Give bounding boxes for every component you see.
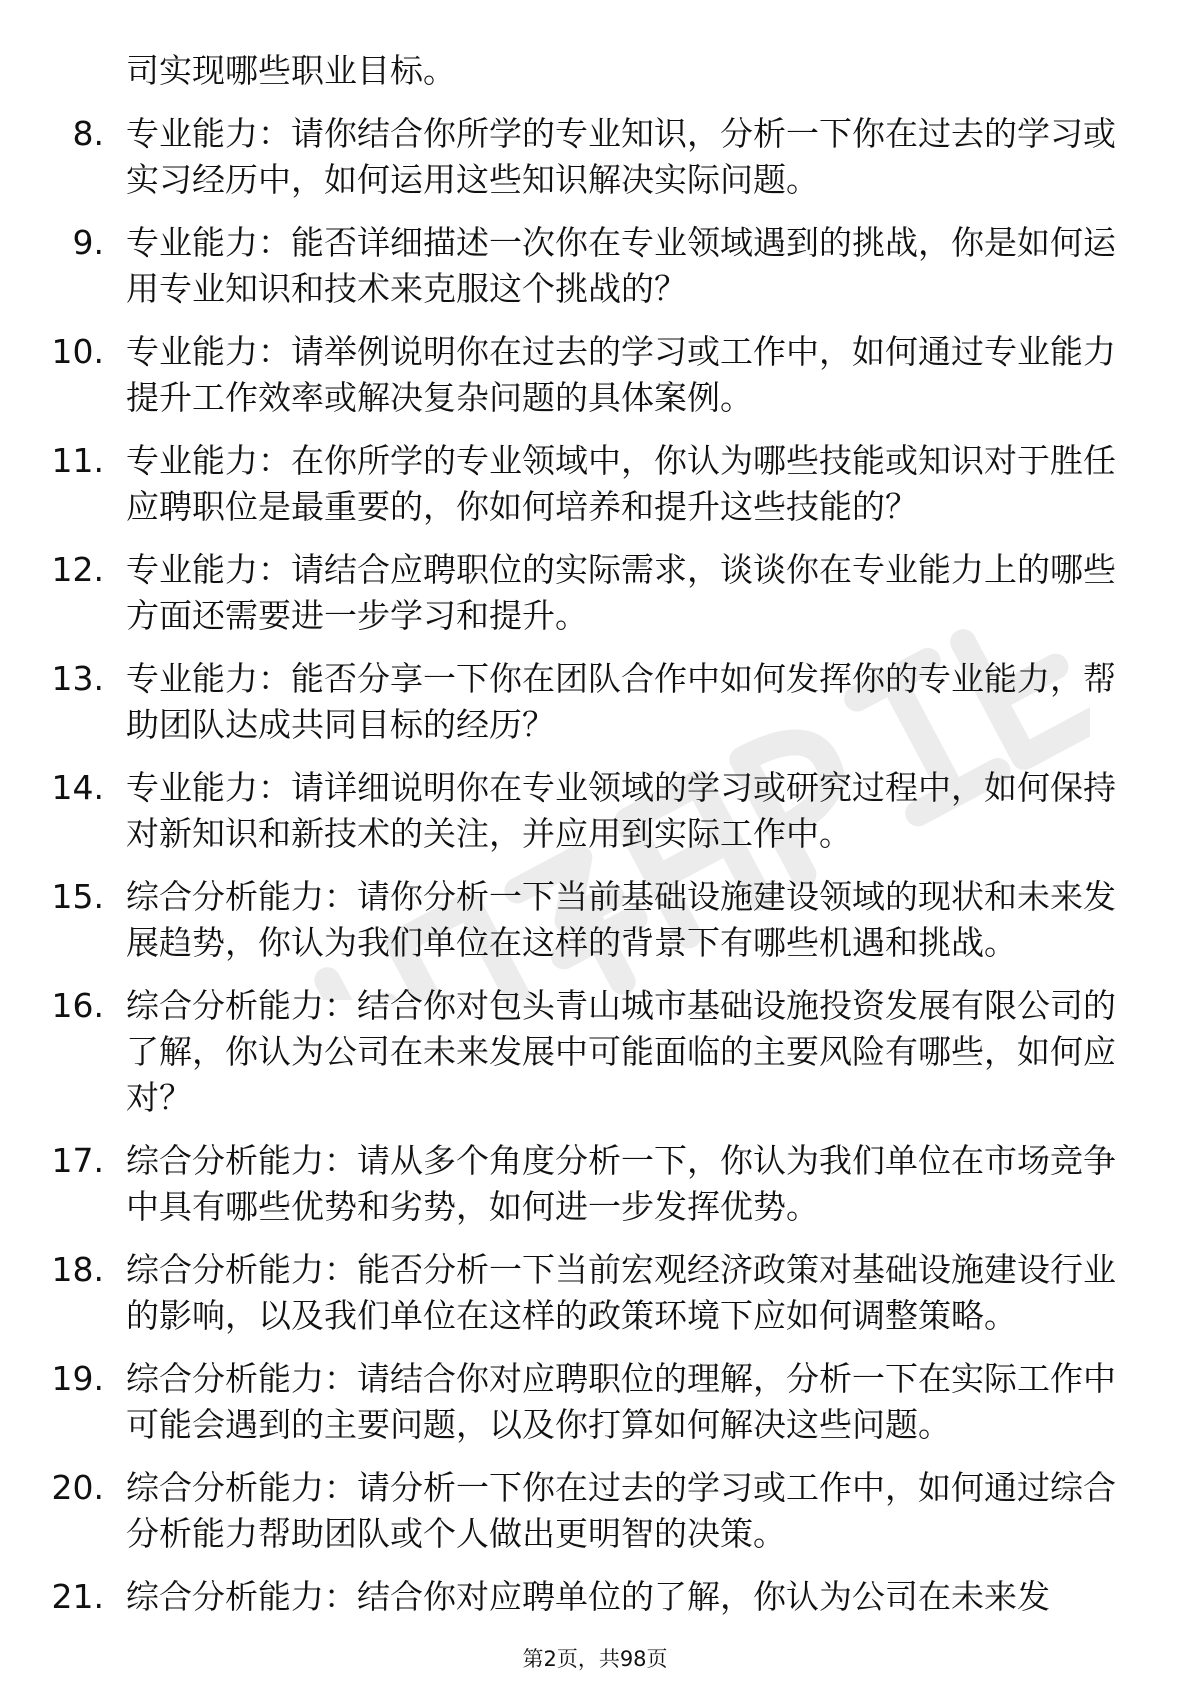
question-number: 13. — [51, 659, 104, 698]
question-text: 综合分析能力：请你分析一下当前基础设施建设领域的现状和未来发展趋势，你认为我们单位在这样的背景下有哪些机遇和挑战。 — [126, 877, 1116, 962]
list-item — [0, 220, 1116, 312]
continuation-text: 司实现哪些职业目标。 — [126, 51, 456, 90]
list-item — [0, 1356, 1116, 1448]
question-text: 综合分析能力：请分析一下你在过去的学习或工作中，如何通过综合分析能力帮助团队或个人做出更明智的决策。 — [126, 1468, 1116, 1553]
page-number-footer: 第2页，共98页 — [522, 1647, 668, 1671]
question-number: 8. — [72, 114, 104, 153]
question-text: 综合分析能力：结合你对包头青山城市基础设施投资发展有限公司的了解，你认为公司在未来发展中可能面临的主要风险有哪些，如何应对？ — [126, 986, 1116, 1117]
list-item — [0, 1138, 1116, 1230]
list-item — [0, 983, 1116, 1121]
question-number: 20. — [51, 1468, 104, 1507]
question-number: 19. — [51, 1359, 104, 1398]
list-item — [0, 1465, 1116, 1557]
question-text: 专业能力：请你结合你所学的专业知识，分析一下你在过去的学习或实习经历中，如何运用这些知识解决实际问题。 — [126, 114, 1116, 199]
list-item — [0, 765, 1116, 857]
question-text: 综合分析能力：请从多个角度分析一下，你认为我们单位在市场竞争中具有哪些优势和劣势，如何进一步发挥优势。 — [126, 1141, 1116, 1226]
question-text: 专业能力：能否详细描述一次你在专业领域遇到的挑战，你是如何运用专业知识和技术来克服这个挑战的？ — [126, 223, 1116, 308]
list-item — [0, 1247, 1116, 1339]
question-number: 10. — [51, 332, 104, 371]
list-item — [0, 656, 1116, 748]
question-number: 12. — [51, 550, 104, 589]
question-text: 专业能力：能否分享一下你在团队合作中如何发挥你的专业能力，帮助团队达成共同目标的经历？ — [126, 659, 1116, 744]
question-text: 专业能力：在你所学的专业领域中，你认为哪些技能或知识对于胜任应聘职位是最重要的，你如何培养和提升这些技能的？ — [126, 441, 1116, 526]
question-number: 14. — [51, 768, 104, 807]
question-number: 9. — [72, 223, 104, 262]
document-body — [0, 48, 1190, 1620]
list-item — [0, 547, 1116, 639]
question-text: 专业能力：请举例说明你在过去的学习或工作中，如何通过专业能力提升工作效率或解决复杂问题的具体案例。 — [126, 332, 1116, 417]
question-text: 综合分析能力：能否分析一下当前宏观经济政策对基础设施建设行业的影响，以及我们单位在这样的政策环境下应如何调整策略。 — [126, 1250, 1116, 1335]
question-number: 18. — [51, 1250, 104, 1289]
question-text: 专业能力：请详细说明你在专业领域的学习或研究过程中，如何保持对新知识和新技术的关注，并应用到实际工作中。 — [126, 768, 1116, 853]
question-text: 综合分析能力：结合你对应聘单位的了解，你认为公司在未来发 — [126, 1577, 1050, 1616]
question-number: 16. — [51, 986, 104, 1025]
list-item — [0, 329, 1116, 421]
question-number: 17. — [51, 1141, 104, 1180]
list-item — [0, 874, 1116, 966]
list-item — [0, 1574, 1116, 1620]
question-list — [0, 111, 1190, 1620]
list-item — [0, 438, 1116, 530]
question-number: 15. — [51, 877, 104, 916]
question-text: 专业能力：请结合应聘职位的实际需求，谈谈你在专业能力上的哪些方面还需要进一步学习和提升。 — [126, 550, 1116, 635]
question-number: 11. — [51, 441, 104, 480]
question-text: 综合分析能力：请结合你对应聘职位的理解，分析一下在实际工作中可能会遇到的主要问题，以及你打算如何解决这些问题。 — [126, 1359, 1116, 1444]
question-number: 21. — [51, 1577, 104, 1616]
list-item — [0, 111, 1116, 203]
